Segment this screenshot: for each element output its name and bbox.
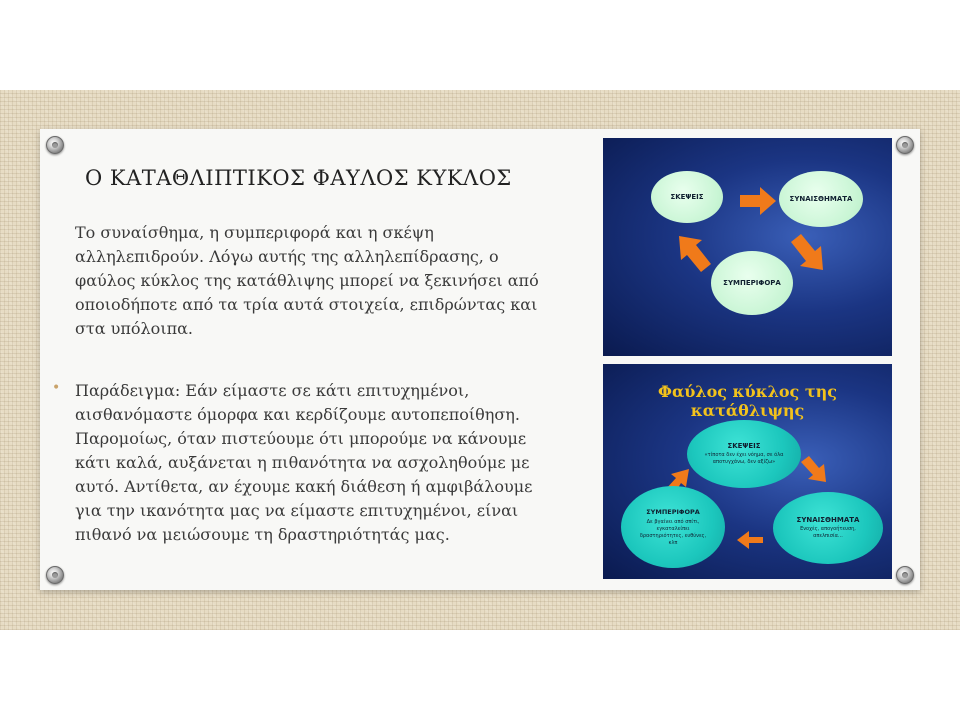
arrow-right-icon	[740, 187, 776, 215]
pin-icon	[46, 566, 64, 584]
diagram-title: Φαύλος κύκλος της κατάθλιψης	[658, 382, 837, 420]
pin-icon	[896, 566, 914, 584]
node-behavior: ΣΥΜΠΕΡΙΦΟΡΑ Δε βγαίνει από σπίτι, εγκαταλείπει δραστηριότητες, ευθύνες, κλπ	[621, 486, 725, 568]
diagram-arrows	[603, 138, 892, 356]
arrow-left-icon	[737, 531, 763, 549]
intro-paragraph: Το συναίσθημα, η συμπεριφορά και η σκέψη αλληλεπιδρούν. Λόγω αυτής της αλληλεπίδρασης, ο φαύλος κύκλος της κατάθλιψης μπορεί να ξεκινήσει από οποιοδήποτε από τα τρία αυτά στοιχεία, επιδρώντας και στα υπόλοιπα.	[75, 223, 539, 338]
depression-cycle-image	[603, 364, 892, 579]
example-paragraph: Παράδειγμα: Εάν είμαστε σε κάτι επιτυχημένοι, αισθανόμαστε όμορφα και κερδίζουμε αυτοπεποίθηση. Παρομοίως, όταν πιστεύουμε ότι μπορούμε να κάνουμε κάτι καλά, αυξάνεται η πιθανότητα να ασχοληθούμε με αυτό. Αντίθετα, αν έχουμε κακή διάθεση ή αμφιβάλουμε για την ικανότητα μας να είμαστε επιτυχημένοι, είναι πιθανό να μειώσουμε τη δραστηριότητάς μας.	[75, 381, 533, 544]
arrow-up-left-icon	[679, 236, 711, 272]
arrow-down-right-icon	[791, 234, 823, 270]
pin-icon	[46, 136, 64, 154]
arrow-down-right-icon	[801, 456, 826, 482]
slide-title: Ο ΚΑΤΑΘΛΙΠΤΙΚΟΣ ΦΑΥΛΟΣ ΚΥΚΛΟΣ	[85, 166, 512, 190]
node-emotions: ΣΥΝΑΙΣΘΗΜΑΤΑ	[779, 171, 863, 227]
bullet-marker: •	[52, 380, 61, 396]
node-behavior: ΣΥΜΠΕΡΙΦΟΡΑ	[711, 251, 793, 315]
pin-icon	[896, 136, 914, 154]
node-thoughts: ΣΚΕΨΕΙΣ	[651, 171, 723, 223]
node-thoughts: ΣΚΕΨΕΙΣ «τίποτα δεν έχει νόημα, σε όλα αποτυγχάνω, δεν αξίζω»	[687, 420, 801, 488]
node-emotions: ΣΥΝΑΙΣΘΗΜΑΤΑ Ενοχές, απογοήτευση, απελπισία…	[773, 492, 883, 564]
cycle-diagram-image	[603, 138, 892, 356]
